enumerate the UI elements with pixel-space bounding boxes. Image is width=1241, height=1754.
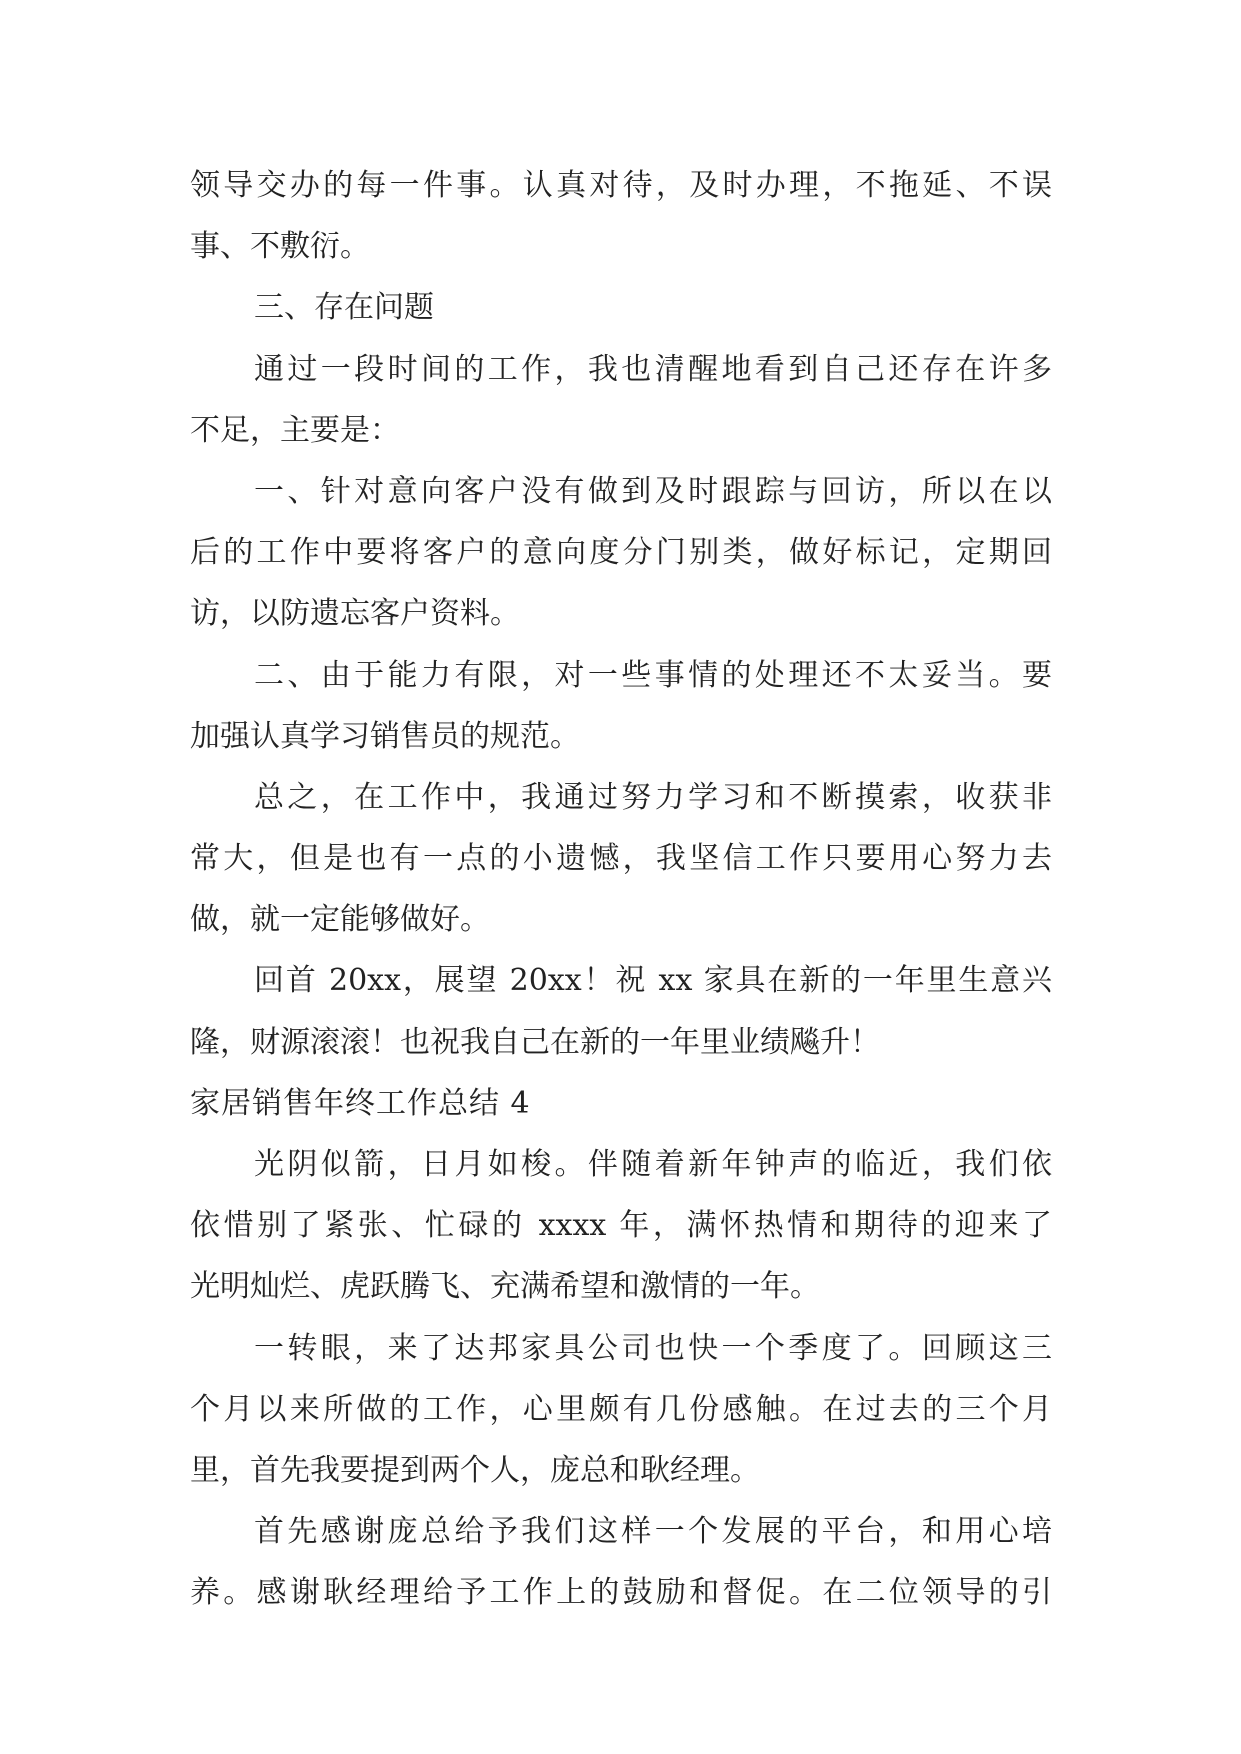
text-line: 里，首先我要提到两个人，庞总和耿经理。 <box>190 1452 760 1488</box>
text-line: 光明灿烂、虎跃腾飞、充满希望和激情的一年。 <box>190 1269 820 1305</box>
text-line: 常大，但是也有一点的小遗憾，我坚信工作只要用心努力去 <box>190 841 1052 877</box>
text-line: 访，以防遗忘客户资料。 <box>190 596 520 632</box>
text-line: 加强认真学习销售员的规范。 <box>190 718 580 754</box>
text-line: 首先感谢庞总给予我们这样一个发展的平台，和用心培 <box>254 1514 1052 1550</box>
text-line: 回首 20xx，展望 20xx！祝 xx 家具在新的一年里生意兴 <box>254 963 1052 999</box>
document-body <box>190 155 1052 1624</box>
section-heading: 家居销售年终工作总结 4 <box>190 1085 531 1121</box>
text-line: 光阴似箭，日月如梭。伴随着新年钟声的临近，我们依 <box>254 1147 1052 1182</box>
text-line: 一转眼，来了达邦家具公司也快一个季度了。回顾这三 <box>254 1330 1052 1366</box>
text-line: 通过一段时间的工作，我也清醒地看到自己还存在许多 <box>254 351 1052 387</box>
text-line: 三、存在问题 <box>254 290 434 326</box>
text-line: 事、不敷衍。 <box>190 229 370 265</box>
text-line: 个月以来所做的工作，心里颇有几份感触。在过去的三个月 <box>190 1391 1052 1427</box>
text-line: 依惜别了紧张、忙碌的 xxxx 年，满怀热情和期待的迎来了 <box>190 1208 1052 1244</box>
text-line: 隆，财源滚滚！也祝我自己在新的一年里业绩飚升！ <box>190 1024 880 1060</box>
text-line: 后的工作中要将客户的意向度分门别类，做好标记，定期回 <box>190 535 1052 571</box>
text-line: 总之，在工作中，我通过努力学习和不断摸索，收获非 <box>254 779 1052 815</box>
text-line: 做，就一定能够做好。 <box>190 902 490 938</box>
text-line: 二、由于能力有限，对一些事情的处理还不太妥当。要 <box>254 657 1052 693</box>
text-line: 不足，主要是： <box>190 412 400 448</box>
text-line: 养。感谢耿经理给予工作上的鼓励和督促。在二位领导的引 <box>190 1575 1052 1611</box>
text-line: 领导交办的每一件事。认真对待，及时办理，不拖延、不误 <box>190 168 1052 203</box>
text-line: 一、针对意向客户没有做到及时跟踪与回访，所以在以 <box>254 473 1052 509</box>
